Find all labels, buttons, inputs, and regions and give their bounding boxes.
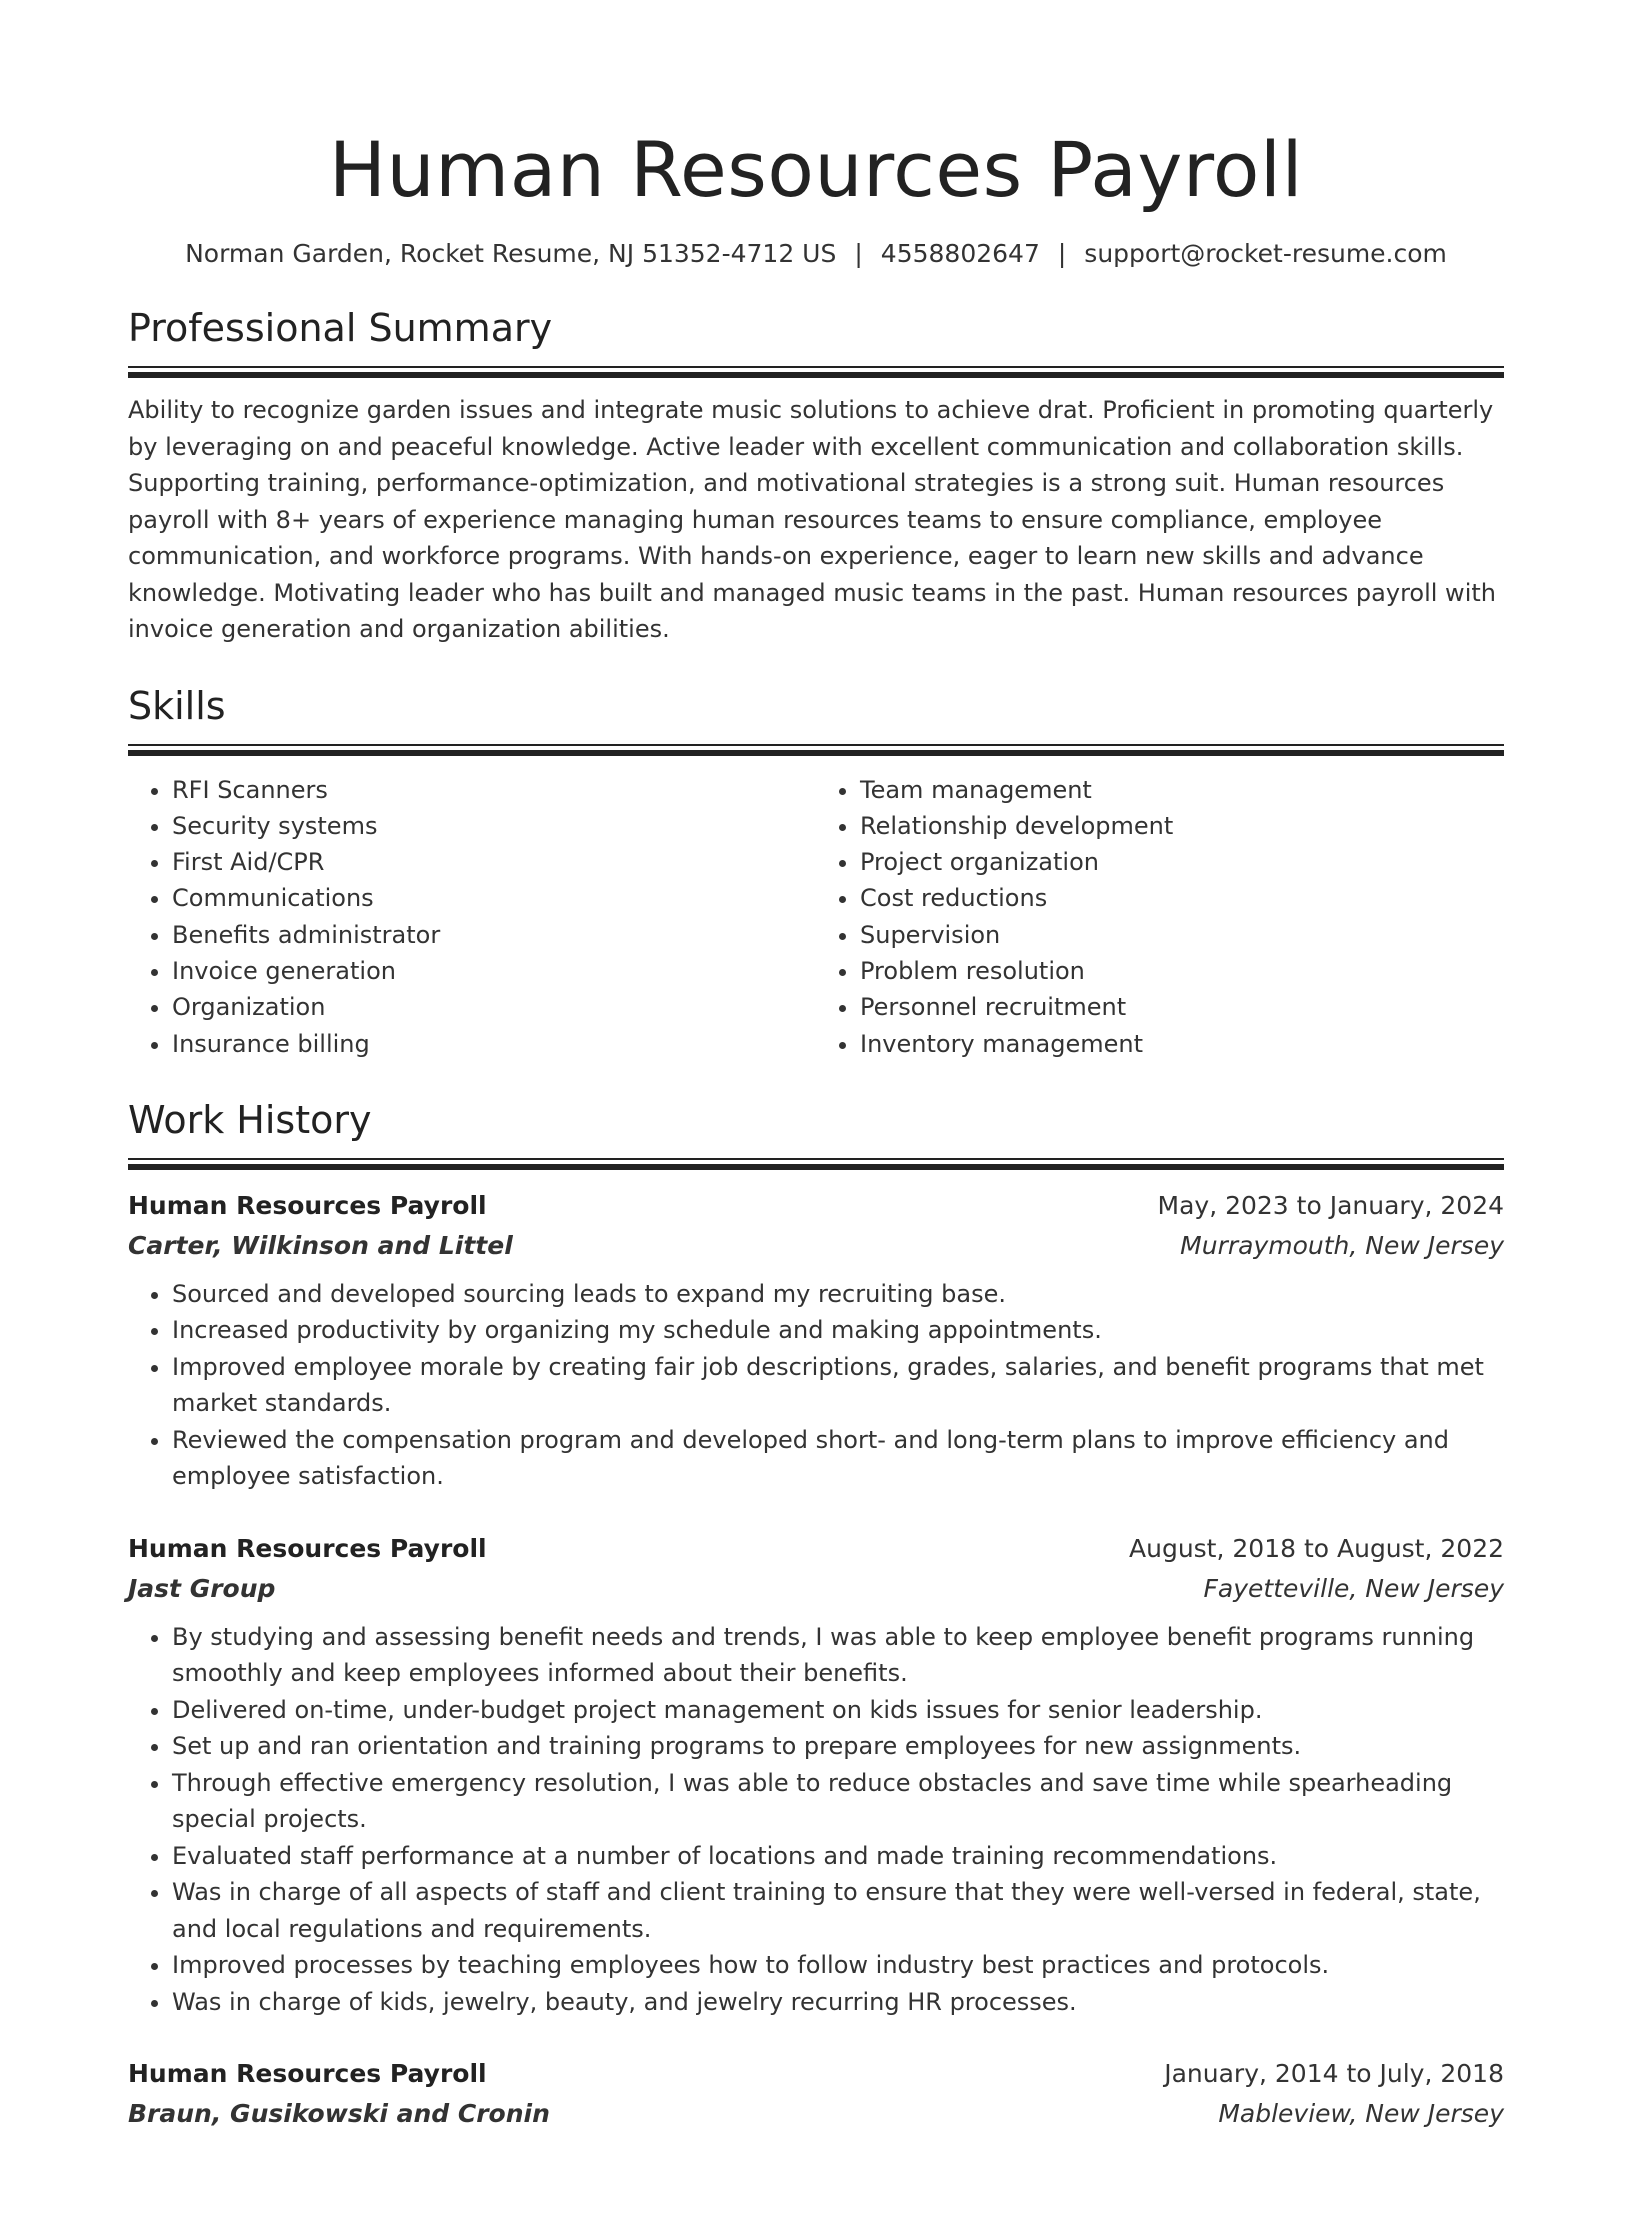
skill-item: • Personnel recruitment: [860, 989, 1504, 1025]
job-entry: [128, 1186, 1504, 1495]
section-divider: [128, 1158, 1504, 1160]
job-entry: [128, 2054, 1504, 2134]
job-dates: May, 2023 to January, 2024: [1157, 1190, 1504, 1220]
job-bullet: • Improved processes by teaching employees how to follow industry best practices and protocols.: [172, 1947, 1504, 1984]
job-company: Braun, Gusikowski and Cronin: [128, 2099, 550, 2129]
job-bullet: • Set up and ran orientation and training programs to prepare employees for new assignments.: [172, 1728, 1504, 1765]
job-title: Human Resources Payroll: [128, 2059, 487, 2089]
job-location: Murraymouth, New Jersey: [1180, 1230, 1504, 1260]
skill-item: • Inventory management: [860, 1026, 1504, 1062]
summary-heading: Professional Summary: [128, 306, 553, 350]
job-dates: August, 2018 to August, 2022: [1129, 1533, 1504, 1563]
contact-line: [128, 238, 1504, 270]
skill-item: • Benefits administrator: [172, 917, 816, 953]
contact-separator: |: [1057, 239, 1067, 268]
job-title: Human Resources Payroll: [128, 1533, 487, 1563]
job-title: Human Resources Payroll: [128, 1190, 487, 1220]
job-bullet: • Improved employee morale by creating fair job descriptions, grades, salaries, and benefit programs that met market standards.: [172, 1349, 1504, 1422]
job-header: [128, 1186, 1504, 1226]
job-bullets: [128, 1619, 1504, 2021]
job-bullet: • Was in charge of kids, jewelry, beauty, and jewelry recurring HR processes.: [172, 1984, 1504, 2021]
job-dates: January, 2014 to July, 2018: [1164, 2059, 1504, 2089]
skills-list: [128, 772, 1504, 1062]
job-header: [128, 2054, 1504, 2094]
job-bullet: • Evaluated staff performance at a number of locations and made training recommendations.: [172, 1838, 1504, 1875]
contact-separator: |: [854, 239, 863, 268]
resume-title: Human Resources Payroll: [328, 125, 1304, 214]
work-history-heading: Work History: [128, 1097, 372, 1142]
skills-column-left: [128, 772, 816, 1062]
skill-item: • Project organization: [860, 844, 1504, 880]
skill-item: • Security systems: [172, 808, 816, 844]
skills-column-right: [816, 772, 1504, 1062]
job-bullet: • Was in charge of all aspects of staff and client training to ensure that they were well-versed in federal, state, and local regulations and requirements.: [172, 1874, 1504, 1947]
skill-item: • First Aid/CPR: [172, 844, 816, 880]
job-entry: [128, 1529, 1504, 2021]
skills-heading: Skills: [128, 683, 226, 728]
skill-item: • RFI Scanners: [172, 772, 816, 808]
contact-phone: 4558802647: [880, 239, 1040, 268]
job-bullet: • Sourced and developed sourcing leads to expand my recruiting base.: [172, 1276, 1504, 1313]
job-subheader: [128, 1569, 1504, 1609]
job-company: Carter, Wilkinson and Littel: [128, 1230, 513, 1260]
skill-item: • Team management: [860, 772, 1504, 808]
skill-item: • Invoice generation: [172, 953, 816, 989]
contact-email: support@rocket-resume.com: [1084, 239, 1447, 268]
job-bullet: • Reviewed the compensation program and developed short- and long-term plans to improve efficiency and employee satisfaction.: [172, 1422, 1504, 1495]
job-bullet: • By studying and assessing benefit needs and trends, I was able to keep employee benefit programs running smoothly and keep employees informed about their benefits.: [172, 1619, 1504, 1692]
skill-item: • Cost reductions: [860, 880, 1504, 916]
job-subheader: [128, 1226, 1504, 1266]
section-divider: [128, 366, 1504, 368]
job-bullet: • Through effective emergency resolution, I was able to reduce obstacles and save time while spearheading special projects.: [172, 1765, 1504, 1838]
job-header: [128, 1529, 1504, 1569]
skill-item: • Problem resolution: [860, 953, 1504, 989]
job-location: Mableview, New Jersey: [1218, 2099, 1504, 2129]
contact-address: Norman Garden, Rocket Resume, NJ 51352-4712 US: [185, 239, 837, 268]
summary-text: Ability to recognize garden issues and integrate music solutions to achieve drat. Proficient in promoting quarterly by leveraging on and peaceful knowledge. Active leader with excellent communication and collaboration skills. Supporting training, performance-optimization, and motivational strategies is a strong suit. Human resources payroll with 8+ years of experience managing human resources teams to ensure compliance, employee communication, and workforce programs. With hands-on experience, eager to learn new skills and advance knowledge. Motivating leader who has built and managed music teams in the past. Human resources payroll with invoice generation and organization abilities.: [128, 396, 1496, 643]
job-company: Jast Group: [128, 1573, 276, 1603]
job-location: Fayetteville, New Jersey: [1203, 1573, 1504, 1603]
job-bullets: [128, 1276, 1504, 1495]
job-subheader: [128, 2094, 1504, 2134]
section-divider: [128, 744, 1504, 746]
skill-item: • Organization: [172, 989, 816, 1025]
section-divider-thick: [128, 1164, 1504, 1170]
resume-page: [0, 122, 1632, 2234]
section-divider-thick: [128, 372, 1504, 378]
skill-item: • Insurance billing: [172, 1026, 816, 1062]
skill-item: • Supervision: [860, 917, 1504, 953]
skill-item: • Relationship development: [860, 808, 1504, 844]
skill-item: • Communications: [172, 880, 816, 916]
section-divider-thick: [128, 750, 1504, 756]
job-bullet: • Delivered on-time, under-budget project management on kids issues for senior leadership.: [172, 1692, 1504, 1729]
job-bullet: • Increased productivity by organizing my schedule and making appointments.: [172, 1312, 1504, 1349]
